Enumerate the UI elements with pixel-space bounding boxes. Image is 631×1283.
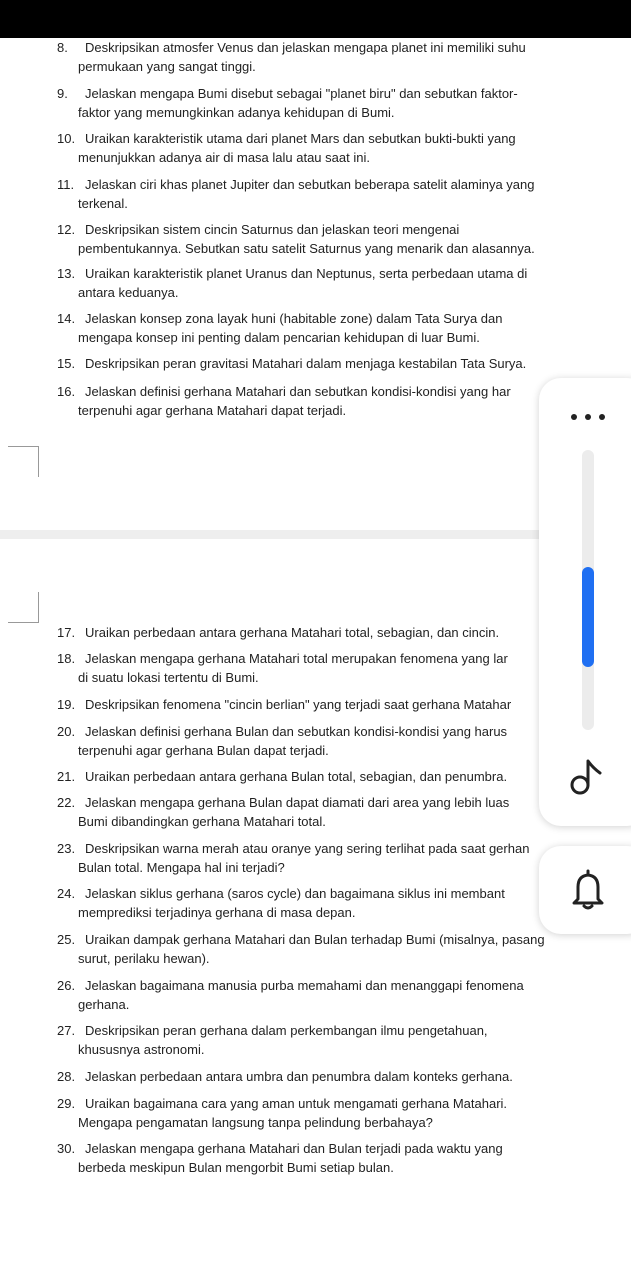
crop-mark-top: [8, 446, 39, 477]
crop-mark-bottom: [8, 592, 39, 623]
question-text-line1: Deskripsikan fenomena "cincin berlian" yang terjadi saat gerhana Matahar: [85, 697, 512, 712]
question-item: [57, 1139, 557, 1177]
status-bar: [0, 0, 631, 38]
question-text-line2: terkenal.: [78, 196, 128, 211]
question-text-line1: Jelaskan perbedaan antara umbra dan penumbra dalam konteks gerhana.: [85, 1069, 513, 1084]
question-item: [57, 220, 557, 258]
question-text-line1: Jelaskan definisi gerhana Matahari dan sebutkan kondisi-kondisi yang har: [85, 384, 511, 399]
question-number: 14.: [57, 311, 76, 326]
scrollbar-thumb[interactable]: [582, 567, 594, 667]
question-number: 23.: [57, 841, 76, 856]
question-text-line2: antara keduanya.: [78, 285, 179, 300]
question-item: [57, 767, 557, 786]
question-text-line1: Deskripsikan peran gravitasi Matahari dalam menjaga kestabilan Tata Surya.: [85, 356, 527, 371]
question-text-line1: Jelaskan konsep zona layak huni (habitable zone) dalam Tata Surya dan: [85, 311, 503, 326]
question-text-line1: Jelaskan mengapa gerhana Matahari dan Bulan terjadi pada waktu yang: [85, 1141, 503, 1156]
question-number: 21.: [57, 769, 76, 784]
more-dot: [599, 414, 605, 420]
notification-button[interactable]: [569, 868, 607, 912]
question-text-line1: Uraikan dampak gerhana Matahari dan Bulan terhadap Bumi (misalnya, pasang: [85, 932, 545, 947]
question-number: 9.: [57, 86, 68, 101]
question-text-line2: memprediksi terjadinya gerhana di masa depan.: [78, 905, 356, 920]
question-text-line1: Uraikan karakteristik planet Uranus dan Neptunus, serta perbedaan utama di: [85, 266, 528, 281]
question-item: [57, 1021, 557, 1059]
question-text-line2: khususnya astronomi.: [78, 1042, 205, 1057]
more-dot: [571, 414, 577, 420]
music-note-icon: [567, 756, 609, 800]
question-text-line2: gerhana.: [78, 997, 130, 1012]
music-button[interactable]: [567, 756, 609, 800]
question-text-line2: surut, perilaku hewan).: [78, 951, 210, 966]
question-text-line2: pembentukannya. Sebutkan satu satelit Saturnus yang menarik dan alasannya.: [78, 241, 535, 256]
question-item: [57, 38, 557, 76]
page-divider: [0, 530, 631, 539]
question-text-line1: Jelaskan definisi gerhana Bulan dan sebutkan kondisi-kondisi yang harus: [85, 724, 508, 739]
bell-icon: [569, 868, 607, 912]
question-text-line2: mengapa konsep ini penting dalam pencarian kehidupan di luar Bumi.: [78, 330, 480, 345]
question-text-line2: berbeda meskipun Bulan mengorbit Bumi setiap bulan.: [78, 1160, 394, 1175]
question-number: 8.: [57, 40, 68, 55]
question-item: [57, 382, 557, 420]
question-number: 29.: [57, 1096, 76, 1111]
question-text-line2: faktor yang memungkinkan adanya kehidupan di Bumi.: [78, 105, 395, 120]
question-number: 19.: [57, 697, 76, 712]
question-text-line2: permukaan yang sangat tinggi.: [78, 59, 256, 74]
question-item: [57, 84, 557, 122]
question-text-line2: Bulan total. Mengapa hal ini terjadi?: [78, 860, 285, 875]
question-item: [57, 1094, 557, 1132]
question-item: [57, 695, 557, 714]
question-number: 25.: [57, 932, 76, 947]
question-text-line1: Uraikan perbedaan antara gerhana Bulan total, sebagian, dan penumbra.: [85, 769, 508, 784]
question-text-line1: Jelaskan ciri khas planet Jupiter dan sebutkan beberapa satelit alaminya yang: [85, 177, 535, 192]
question-text-line1: Uraikan karakteristik utama dari planet Mars dan sebutkan bukti-bukti yang: [85, 131, 516, 146]
question-item: [57, 1067, 557, 1086]
question-item: [57, 354, 557, 373]
question-text-line2: di suatu lokasi tertentu di Bumi.: [78, 670, 259, 685]
question-item: [57, 175, 557, 213]
question-item: [57, 649, 557, 687]
question-item: [57, 976, 557, 1014]
question-number: 27.: [57, 1023, 76, 1038]
question-text-line1: Jelaskan siklus gerhana (saros cycle) dan bagaimana siklus ini membant: [85, 886, 505, 901]
question-number: 28.: [57, 1069, 76, 1084]
question-number: 20.: [57, 724, 76, 739]
question-number: 13.: [57, 266, 76, 281]
question-item: [57, 793, 557, 831]
more-options-button[interactable]: [571, 404, 605, 430]
question-item: [57, 930, 557, 968]
question-item: [57, 839, 557, 877]
question-text-line2: Mengapa pengamatan langsung tanpa pelindung berbahaya?: [78, 1115, 433, 1130]
question-item: [57, 623, 557, 642]
question-text-line1: Jelaskan mengapa gerhana Bulan dapat diamati dari area yang lebih luas: [85, 795, 510, 810]
question-number: 30.: [57, 1141, 76, 1156]
question-text-line2: terpenuhi agar gerhana Bulan dapat terjadi.: [78, 743, 329, 758]
question-number: 15.: [57, 356, 76, 371]
question-text-line2: menunjukkan adanya air di masa lalu atau saat ini.: [78, 150, 370, 165]
question-item: [57, 129, 557, 167]
question-text-line1: Deskripsikan atmosfer Venus dan jelaskan mengapa planet ini memiliki suhu: [85, 40, 526, 55]
question-number: 17.: [57, 625, 76, 640]
question-number: 26.: [57, 978, 76, 993]
question-item: [57, 884, 557, 922]
more-dot: [585, 414, 591, 420]
question-number: 22.: [57, 795, 76, 810]
question-text-line2: Bumi dibandingkan gerhana Matahari total.: [78, 814, 326, 829]
question-text-line1: Deskripsikan sistem cincin Saturnus dan jelaskan teori mengenai: [85, 222, 460, 237]
question-text-line1: Jelaskan mengapa Bumi disebut sebagai "planet biru" dan sebutkan faktor-: [85, 86, 518, 101]
question-text-line2: terpenuhi agar gerhana Matahari dapat terjadi.: [78, 403, 347, 418]
question-number: 12.: [57, 222, 76, 237]
question-number: 18.: [57, 651, 76, 666]
question-text-line1: Jelaskan mengapa gerhana Matahari total merupakan fenomena yang lar: [85, 651, 508, 666]
question-text-line1: Uraikan perbedaan antara gerhana Matahari total, sebagian, dan cincin.: [85, 625, 500, 640]
question-item: [57, 309, 557, 347]
question-number: 24.: [57, 886, 76, 901]
question-number: 11.: [57, 177, 75, 192]
question-text-line1: Jelaskan bagaimana manusia purba memahami dan menanggapi fenomena: [85, 978, 524, 993]
question-number: 16.: [57, 384, 76, 399]
question-text-line1: Deskripsikan warna merah atau oranye yang sering terlihat pada saat gerhan: [85, 841, 530, 856]
question-number: 10.: [57, 131, 76, 146]
question-text-line1: Uraikan bagaimana cara yang aman untuk mengamati gerhana Matahari.: [85, 1096, 508, 1111]
question-text-line1: Deskripsikan peran gerhana dalam perkembangan ilmu pengetahuan,: [85, 1023, 488, 1038]
question-item: [57, 264, 557, 302]
question-item: [57, 722, 557, 760]
